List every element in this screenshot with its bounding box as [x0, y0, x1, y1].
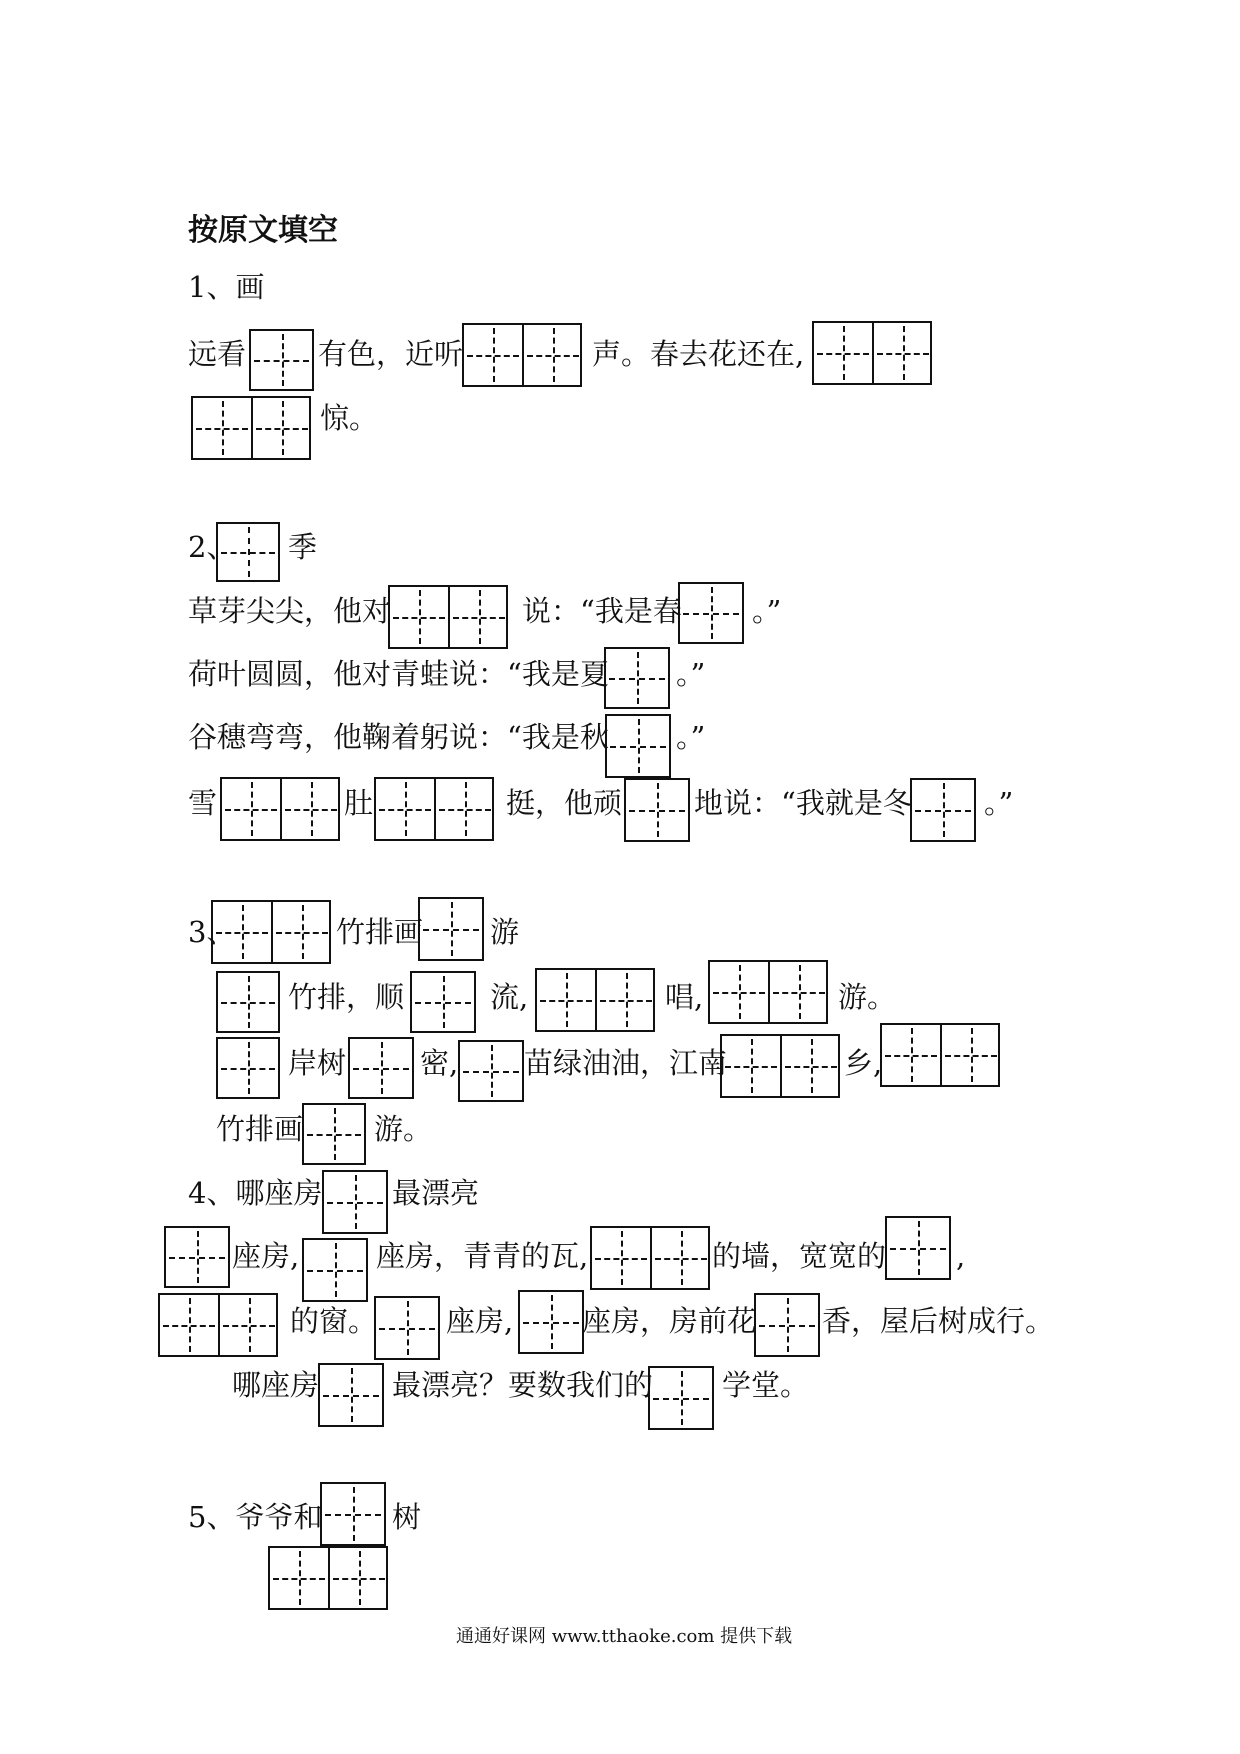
section-2-text: 荷叶圆圆，他对青蛙说：“我是夏: [188, 657, 609, 691]
answer-box-double[interactable]: [220, 777, 340, 841]
answer-box-double[interactable]: [462, 323, 582, 387]
section-2-text: 。”: [752, 594, 782, 628]
answer-box[interactable]: [605, 714, 671, 778]
section-4-text: 座房,: [446, 1304, 514, 1338]
section-2-text: 谷穗弯弯，他鞠着躬说：“我是秋: [188, 720, 609, 754]
section-3-heading-suffix: 游: [490, 915, 520, 949]
section-3-text: 竹排画: [216, 1112, 304, 1146]
answer-box[interactable]: [678, 582, 744, 644]
section-4-text: ,: [956, 1239, 966, 1273]
answer-box-double[interactable]: [720, 1034, 840, 1098]
section-1-text: 惊。: [320, 401, 379, 435]
answer-box[interactable]: [302, 1238, 368, 1302]
answer-box-double[interactable]: [708, 960, 828, 1024]
answer-box-double[interactable]: [191, 396, 311, 460]
answer-box[interactable]: [518, 1290, 584, 1354]
answer-box[interactable]: [322, 1170, 388, 1234]
page-title: 按原文填空: [188, 213, 338, 248]
answer-box[interactable]: [458, 1040, 524, 1102]
page-footer: 通通好课网 www.tthaoke.com 提供下载: [456, 1626, 793, 1647]
answer-box-double[interactable]: [812, 321, 932, 385]
section-4-heading-suffix: 最漂亮: [392, 1176, 480, 1210]
section-2-text: 。”: [676, 657, 706, 691]
section-3-text: 乡,: [844, 1046, 883, 1080]
section-1-heading: 1、画: [188, 270, 265, 304]
answer-box[interactable]: [604, 647, 670, 709]
answer-box-double[interactable]: [374, 777, 494, 841]
section-2-heading-prefix: 2、: [188, 530, 236, 564]
answer-box[interactable]: [318, 1363, 384, 1427]
section-1-text: 远看: [188, 337, 247, 371]
section-2-heading-suffix: 季: [288, 530, 318, 564]
section-4-text: 最漂亮？要数我们的: [392, 1368, 654, 1402]
answer-box[interactable]: [885, 1216, 951, 1280]
section-4-text: 的墙，宽宽的: [712, 1239, 887, 1273]
section-3-text: 岸树: [288, 1046, 347, 1080]
answer-box-double[interactable]: [535, 968, 655, 1032]
section-3-heading-prefix: 3、: [188, 915, 236, 949]
answer-box[interactable]: [216, 1037, 280, 1099]
section-4-text: 香，屋后树成行。: [822, 1304, 1055, 1338]
section-4-text: 的窗。: [290, 1304, 378, 1338]
answer-box[interactable]: [302, 1103, 366, 1165]
section-5-heading: 5、爷爷和: [188, 1500, 323, 1534]
section-3-text: 苗绿油油，江南: [524, 1046, 728, 1080]
answer-box-double[interactable]: [211, 900, 331, 964]
section-3-text: 游。: [838, 980, 897, 1014]
answer-box[interactable]: [320, 1482, 386, 1546]
section-4-text: 座房，房前花: [582, 1304, 757, 1338]
section-3-text: 流,: [490, 980, 529, 1014]
section-3-text: 游。: [374, 1112, 433, 1146]
answer-box[interactable]: [410, 971, 476, 1033]
answer-box[interactable]: [910, 778, 976, 842]
section-2-text: 说：“我是春: [522, 594, 682, 628]
section-2-text: 草芽尖尖，他对: [188, 594, 392, 628]
answer-box[interactable]: [754, 1293, 820, 1357]
section-3-text: 唱,: [665, 980, 704, 1014]
section-5-heading-suffix: 树: [392, 1500, 422, 1534]
section-1-text: 有色，近听: [318, 337, 464, 371]
section-2-text: 。”: [676, 720, 706, 754]
answer-box[interactable]: [216, 971, 280, 1033]
answer-box[interactable]: [348, 1037, 414, 1099]
section-2-text: 挺，他顽: [506, 786, 623, 820]
section-2-text: 。”: [984, 786, 1014, 820]
section-2-text: 雪: [188, 786, 218, 820]
answer-box[interactable]: [216, 522, 280, 582]
answer-box[interactable]: [164, 1226, 230, 1288]
section-3-text: 竹排，顺: [288, 980, 405, 1014]
answer-box-double[interactable]: [880, 1023, 1000, 1087]
section-3-text: 密,: [420, 1046, 459, 1080]
answer-box[interactable]: [624, 778, 690, 842]
section-1-text: 声。春去花还在,: [592, 337, 805, 371]
section-3-heading-middle: 竹排画: [336, 915, 424, 949]
answer-box[interactable]: [418, 897, 484, 961]
answer-box-double[interactable]: [388, 585, 508, 649]
answer-box[interactable]: [249, 329, 314, 391]
section-2-text: 地说：“我就是冬: [694, 786, 912, 820]
answer-box[interactable]: [374, 1296, 440, 1360]
answer-box[interactable]: [648, 1366, 714, 1430]
section-4-heading: 4、哪座房: [188, 1176, 323, 1210]
section-4-text: 哪座房: [232, 1368, 320, 1402]
section-4-text: 学堂。: [722, 1368, 810, 1402]
answer-box-double[interactable]: [590, 1226, 710, 1290]
section-2-text: 肚: [344, 786, 374, 820]
section-4-text: 座房,: [232, 1239, 300, 1273]
answer-box-double[interactable]: [158, 1293, 278, 1357]
answer-box-double[interactable]: [268, 1546, 388, 1610]
section-4-text: 座房，青青的瓦,: [376, 1239, 589, 1273]
